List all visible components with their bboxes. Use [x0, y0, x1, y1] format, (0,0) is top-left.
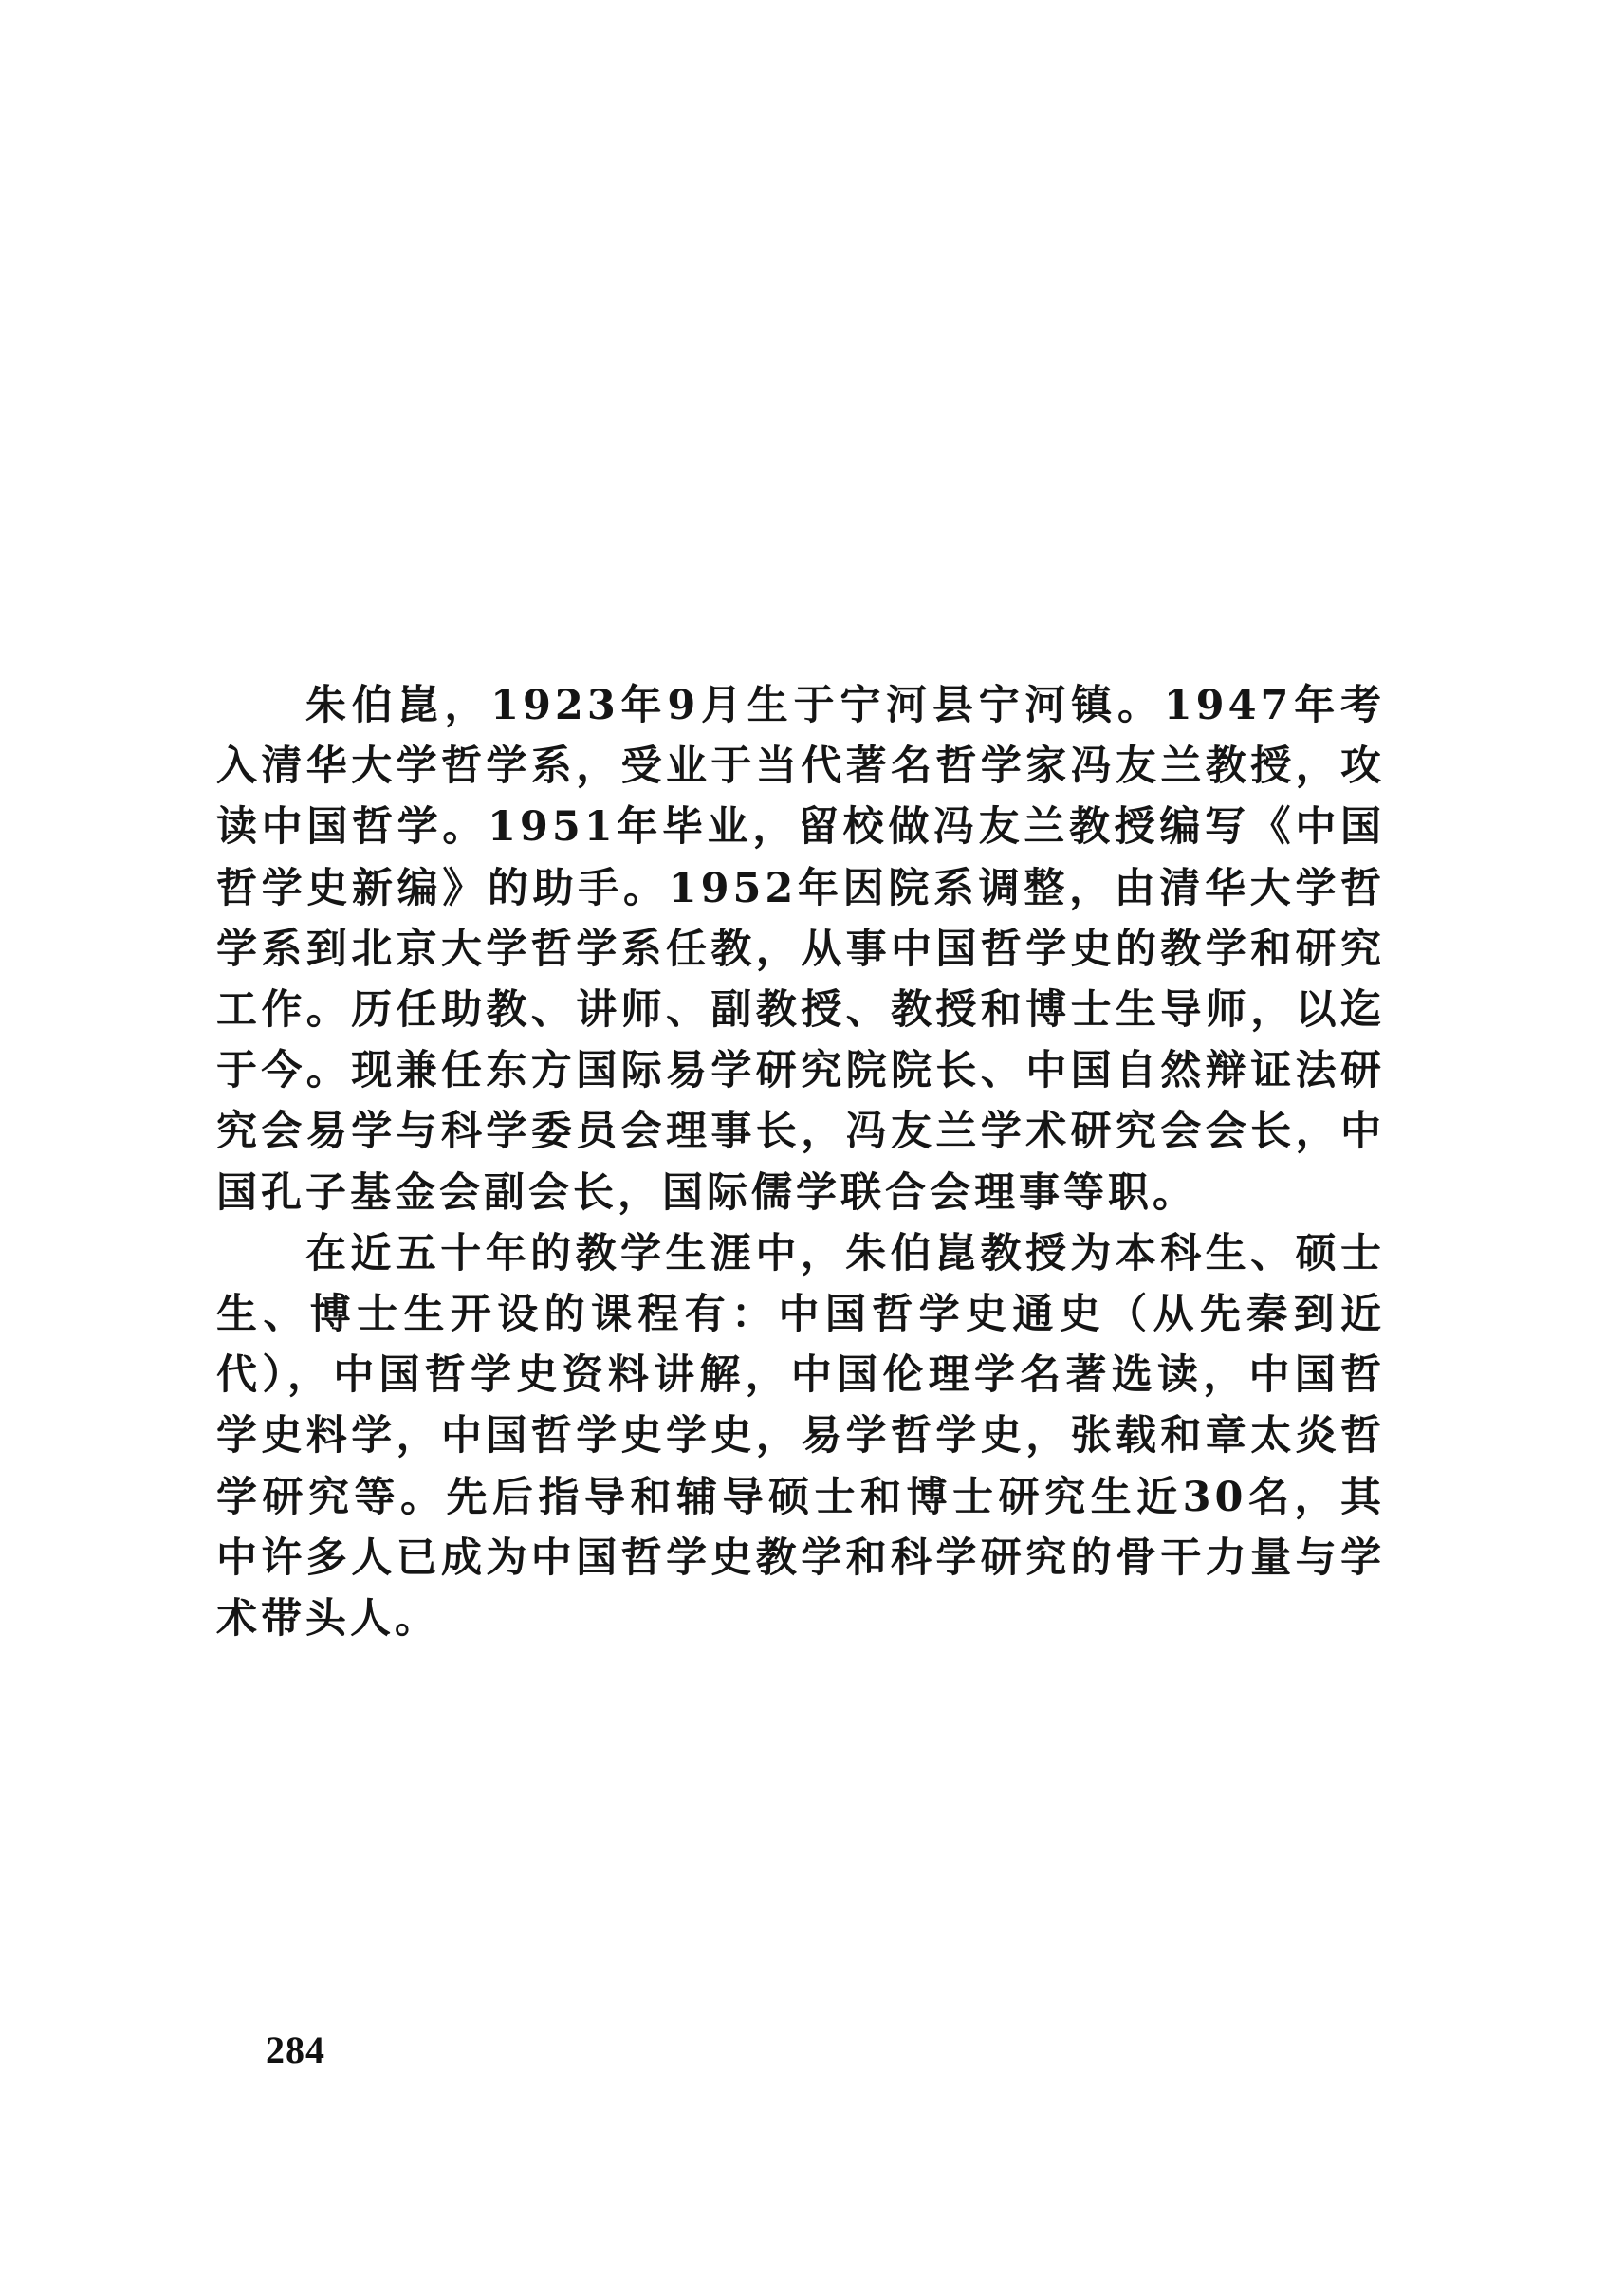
- paragraph-biography: 朱伯崑，1923年9月生于宁河县宁河镇。1947年考入清华大学哲学系，受业于当代著名哲学家冯友兰教授，攻读中国哲学。1951年毕业，留校做冯友兰教授编写《中国哲学史新编》的助手。1952年因院系调整，由清华大学哲学系到北京大学哲学系任教，从事中国哲学史的教学和研究工作。历任助教、讲师、副教授、教授和博士生导师，以迄于今。现兼任东方国际易学研究院院长、中国自然辩证法研究会易学与科学委员会理事长，冯友兰学术研究会会长，中国孔子基金会副会长，国际儒学联合会理事等职。: [216, 682, 1385, 1217]
- page-number: 284: [266, 2029, 325, 2071]
- body-text: [216, 675, 1385, 1649]
- paragraph-teaching-career: 在近五十年的教学生涯中，朱伯崑教授为本科生、硕士生、博士生开设的课程有：中国哲学史通史（从先秦到近代），中国哲学史资料讲解，中国伦理学名著选读，中国哲学史料学，中国哲学史学史，易学哲学史，张载和章太炎哲学研究等。先后指导和辅导硕士和博士研究生近30名，其中许多人已成为中国哲学史教学和科学研究的骨干力量与学术带头人。: [216, 1229, 1385, 1644]
